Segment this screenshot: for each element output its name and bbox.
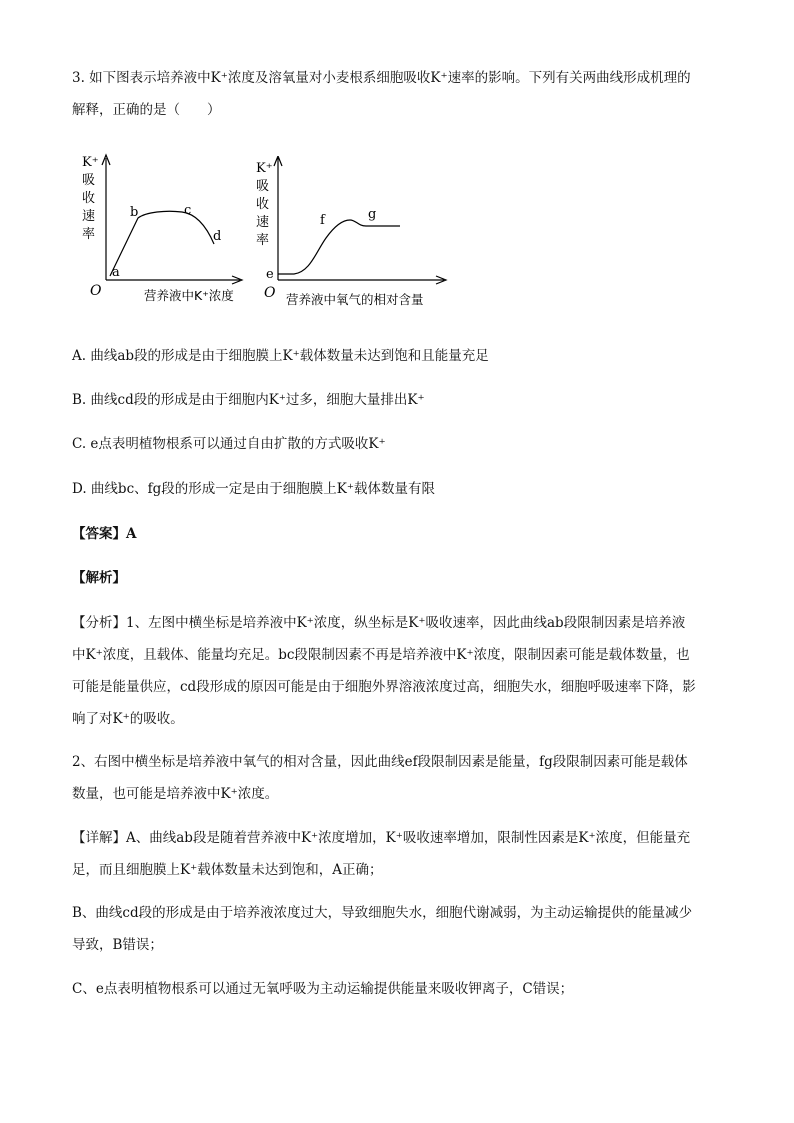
- left-ylabel-4: 率: [82, 227, 96, 242]
- left-point-c: c: [184, 203, 192, 218]
- right-point-f: f: [320, 213, 325, 228]
- option-a: A. 曲线ab段的形成是由于细胞膜上K⁺载体数量未达到饱和且能量充足: [72, 348, 489, 364]
- right-ylabel-0: K⁺: [256, 161, 273, 176]
- analysis-line-1: 【分析】1、左图中横坐标是培养液中K⁺浓度，纵坐标是K⁺吸收速率，因此曲线ab段限制因素是培养液: [72, 615, 686, 631]
- question-line-2: 解释，正确的是（ ）: [72, 102, 221, 118]
- detail-a-line-1: 【详解】A、曲线ab段是随着营养液中K⁺浓度增加，K⁺吸收速率增加，限制性因素是K⁺浓度，但能量充: [72, 830, 691, 846]
- right-xlabel: 营养液中氧气的相对含量: [286, 292, 424, 307]
- right-point-g: g: [368, 207, 377, 222]
- option-c: C. e点表明植物根系可以通过自由扩散的方式吸收K⁺: [72, 436, 386, 452]
- figure-left: [80, 150, 250, 310]
- question-line-1: 3. 如下图表示培养液中K⁺浓度及溶氧量对小麦根系细胞吸收K⁺速率的影响。下列有关两曲线形成机理的: [72, 70, 691, 86]
- option-d: D. 曲线bc、fg段的形成一定是由于细胞膜上K⁺载体数量有限: [72, 481, 435, 497]
- detail-b-line-2: 导致，B错误；: [72, 937, 163, 953]
- left-point-a: a: [112, 265, 120, 280]
- right-ylabel-2: 收: [256, 197, 270, 212]
- analysis-line-3: 可能是能量供应，cd段形成的原因可能是由于细胞外界溶液浓度过高，细胞失水，细胞呼吸速率下降，影: [72, 679, 696, 695]
- left-ylabel-2: 收: [82, 191, 96, 206]
- option-b: B. 曲线cd段的形成是由于细胞内K⁺过多，细胞大量排出K⁺: [72, 392, 425, 408]
- left-point-b: b: [130, 205, 139, 220]
- analysis-line-4: 响了对K⁺的吸收。: [72, 711, 184, 727]
- figure-right: [254, 156, 454, 316]
- detail-a-line-2: 足，而且细胞膜上K⁺载体数量未达到饱和，A正确；: [72, 862, 383, 878]
- left-origin: O: [90, 283, 102, 299]
- right-ylabel-1: 吸: [256, 179, 270, 194]
- right-point-e: e: [266, 267, 274, 282]
- answer: 【答案】A: [72, 526, 137, 542]
- analysis2-line-1: 2、右图中横坐标是培养液中氧气的相对含量，因此曲线ef段限制因素是能量，fg段限制因素可能是载体: [72, 754, 688, 770]
- analysis-heading: 【解析】: [72, 570, 126, 586]
- left-xlabel: 营养液中K⁺浓度: [144, 288, 234, 303]
- left-point-d: d: [213, 229, 222, 244]
- detail-b-line-1: B、曲线cd段的形成是由于培养液浓度过大，导致细胞失水，细胞代谢减弱，为主动运输提供的能量减少: [72, 905, 693, 921]
- left-ylabel-3: 速: [82, 209, 96, 224]
- right-origin: O: [264, 285, 276, 301]
- right-ylabel-4: 率: [256, 233, 270, 248]
- left-ylabel-0: K⁺: [82, 155, 99, 170]
- analysis-line-2: 中K⁺浓度，且载体、能量均充足。bc段限制因素不再是培养液中K⁺浓度，限制因素可能是载体数量，也: [72, 647, 690, 663]
- analysis2-line-2: 数量，也可能是培养液中K⁺浓度。: [72, 786, 279, 802]
- left-ylabel-1: 吸: [82, 173, 96, 188]
- right-curve: [278, 220, 400, 274]
- left-curve: [110, 211, 214, 276]
- detail-c-line: C、e点表明植物根系可以通过无氧呼吸为主动运输提供能量来吸收钾离子，C错误；: [72, 981, 574, 997]
- right-ylabel-3: 速: [256, 215, 270, 230]
